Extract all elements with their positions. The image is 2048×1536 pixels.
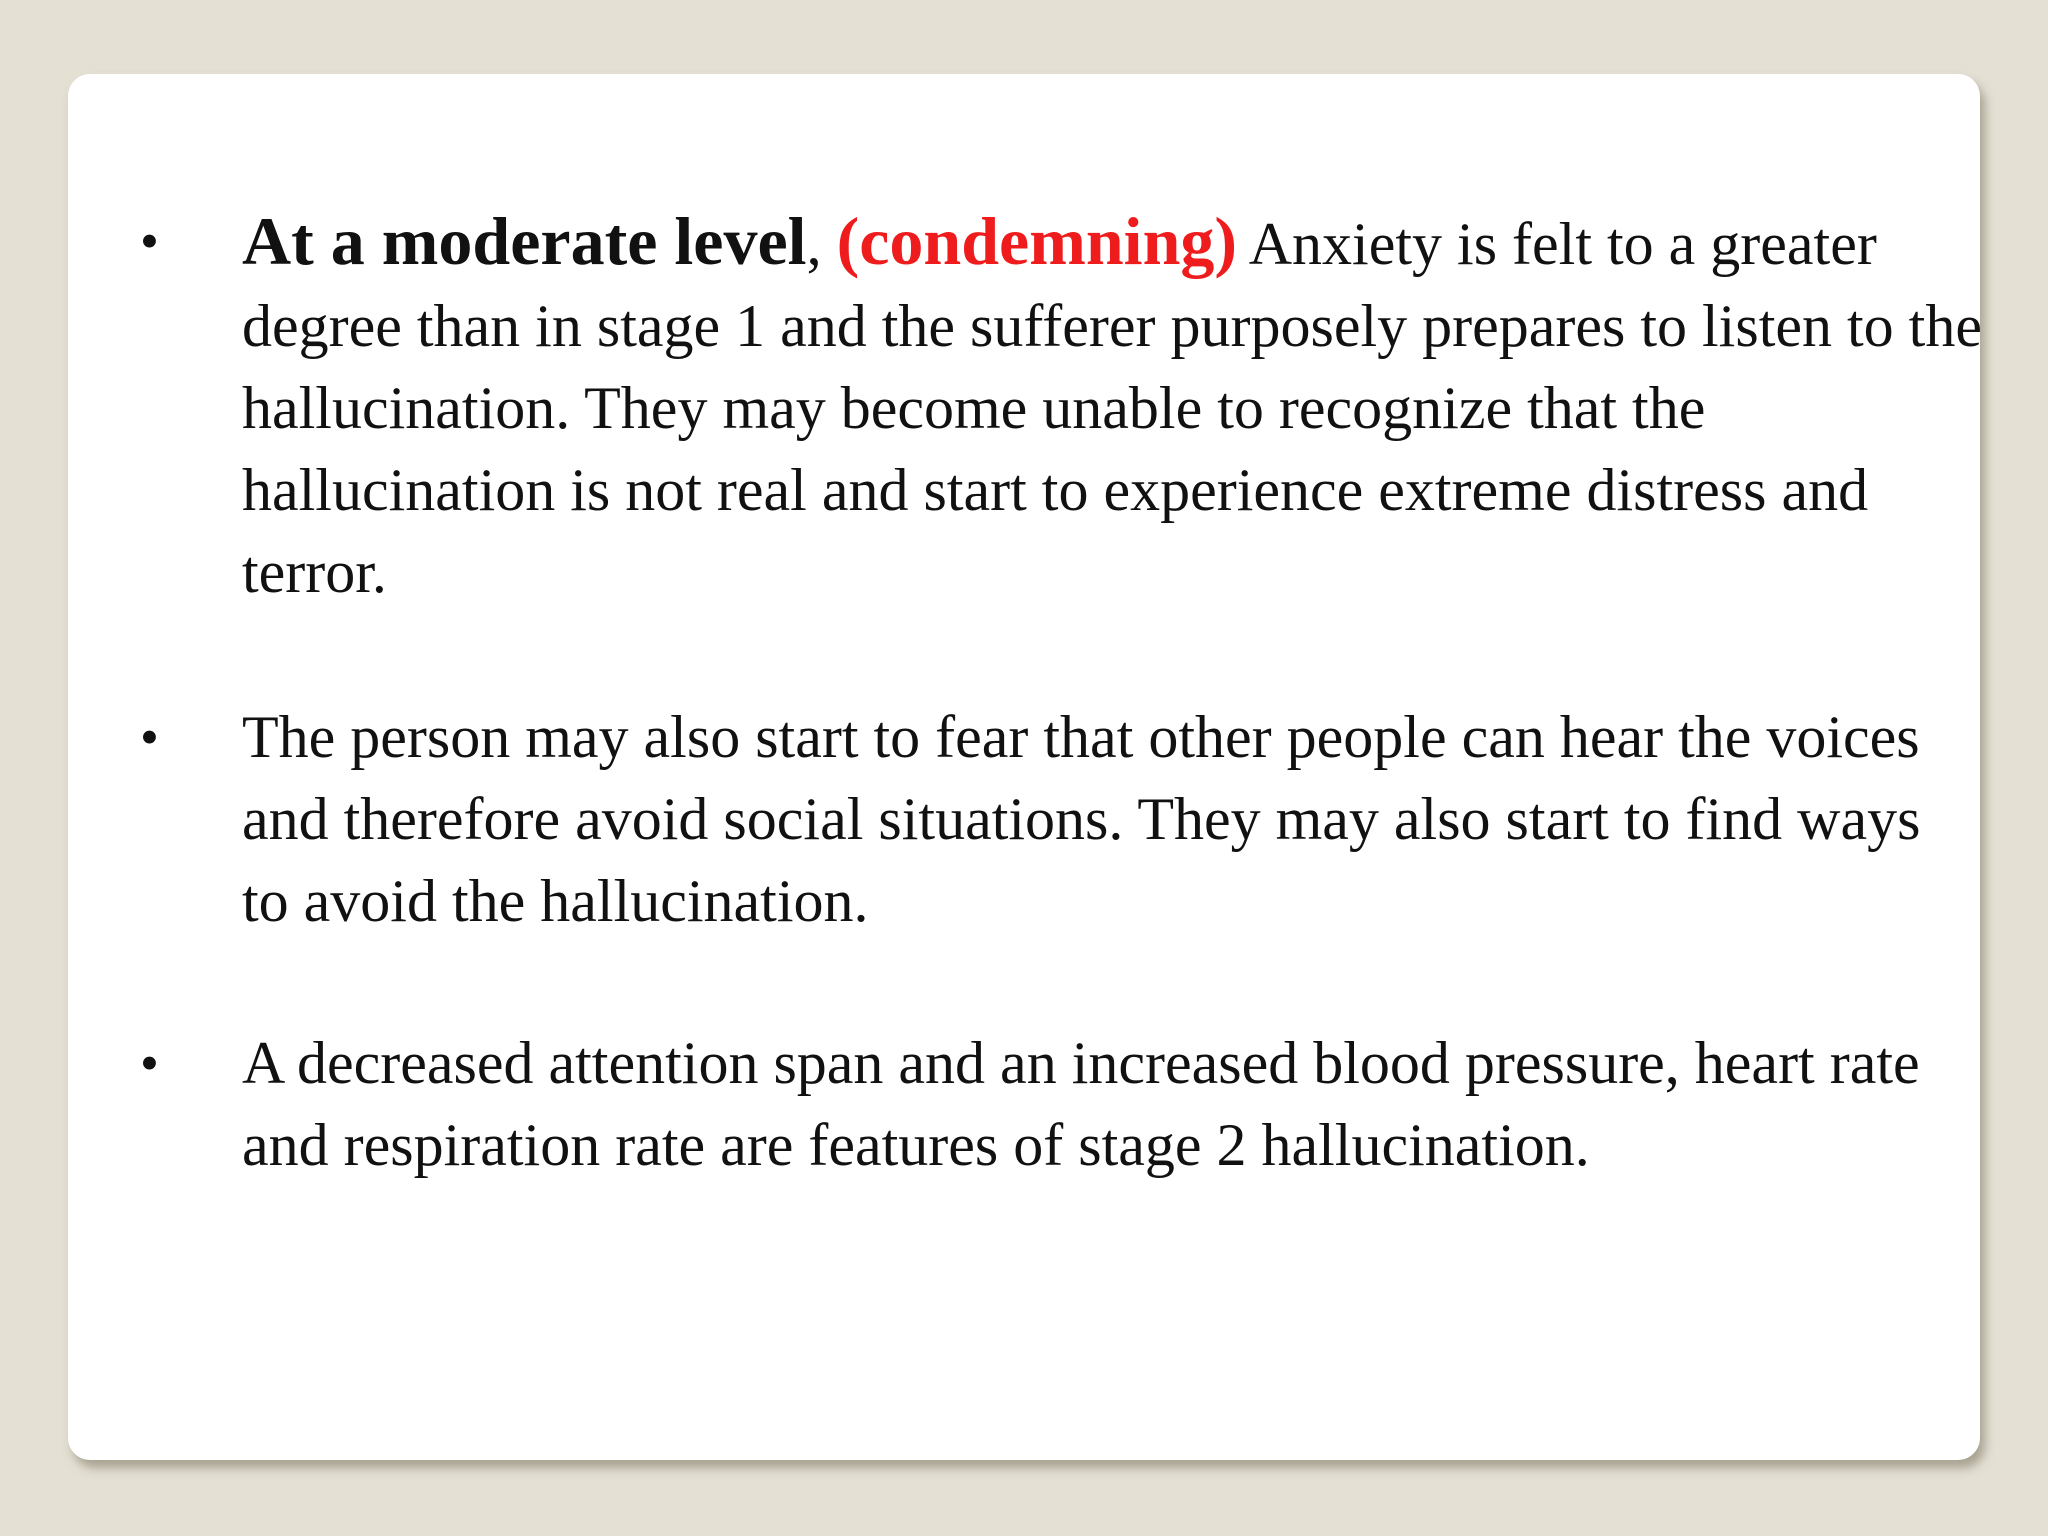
bullet-marker: • — [140, 211, 159, 271]
bullet-marker: • — [140, 707, 159, 767]
bullet-text: The person may also start to fear that other people can hear the voices and therefore avoid social situations. They may also start to find ways to avoid the hallucination. — [242, 704, 1921, 934]
bullet-lead-separator: , — [806, 211, 837, 277]
bullet-marker: • — [140, 1033, 159, 1093]
bullet-text: A decreased attention span and an increased blood pressure, heart rate and respiration rate are features of stage 2 hallucination. — [242, 1030, 1920, 1178]
bullet-text — [242, 200, 1982, 613]
bullet-lead-highlight: (condemning) — [836, 203, 1238, 279]
bullet-lead-bold: At a moderate level — [242, 203, 807, 279]
bullet-body: Anxiety is felt to a greater degree than in stage 1 and the sufferer purposely prepares to listen to the hallucination. They may become unable to recognize that the hallucination is not real and start to experience extreme distress and terror. — [242, 211, 1982, 605]
slide-card — [68, 74, 1980, 1460]
